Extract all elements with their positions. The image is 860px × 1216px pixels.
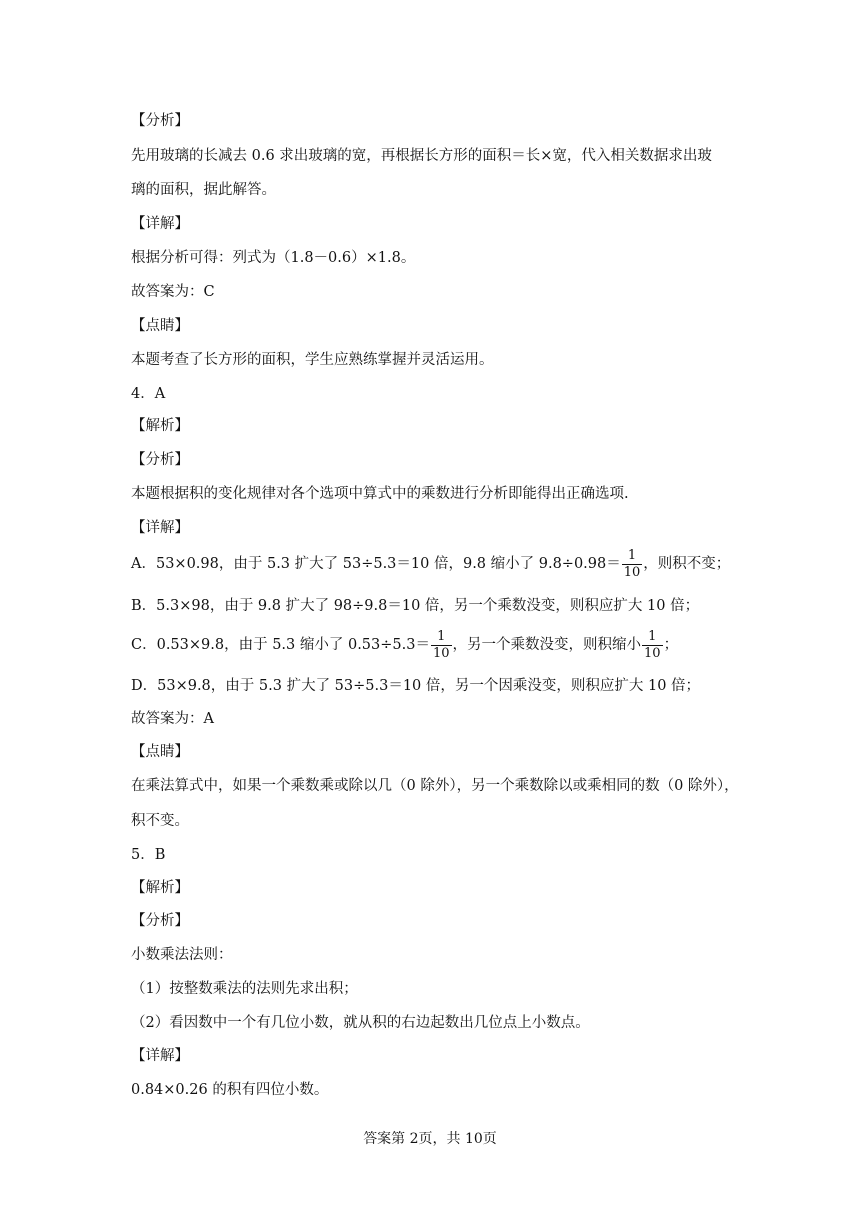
q4-detail-heading: 【详解】 — [131, 520, 189, 536]
q5-detail-text: 0.84×0.26 的积有四位小数。 — [131, 1082, 329, 1098]
q4-option-a — [131, 546, 730, 582]
q4-option-a-text: A．53×0.98，由于 5.3 扩大了 53÷5.3＝10 倍，9.8 缩小了 9.8÷0.98＝ — [131, 556, 621, 572]
q4-number: 4．A — [131, 386, 166, 402]
q4-comment-text-2: 积不变。 — [131, 813, 189, 829]
fraction-denominator: 10 — [623, 564, 641, 580]
q4-option-b: B．5.3×98，由于 9.8 扩大了 98÷9.8＝10 倍，另一个乘数没变，则积应扩大 10 倍； — [131, 598, 700, 614]
q5-analysis-text-3: （2）看因数中一个有几位小数，就从积的右边起数出几位点上小数点。 — [131, 1015, 590, 1031]
q3-analysis-text-1: 先用玻璃的长减去 0.6 求出玻璃的宽，再根据长方形的面积＝长×宽，代入相关数据求出玻 — [131, 148, 712, 164]
q5-analysis-text-2: （1）按整数乘法的法则先求出积； — [131, 981, 358, 997]
fraction-numerator: 1 — [622, 548, 643, 565]
q4-comment-heading: 【点睛】 — [131, 744, 189, 760]
q3-comment-text: 本题考查了长方形的面积，学生应熟练掌握并灵活运用。 — [131, 352, 494, 368]
q4-option-d: D．53×9.8，由于 5.3 扩大了 53÷5.3＝10 倍，另一个因乘没变，则积应扩大 10 倍； — [131, 678, 701, 694]
q3-comment-heading: 【点睛】 — [131, 318, 189, 334]
fraction-numerator: 1 — [642, 629, 663, 646]
q4-option-c — [131, 627, 678, 663]
page-footer: 答案第 2页，共 10页 — [363, 1131, 497, 1147]
q3-answer: 故答案为：C — [131, 284, 215, 300]
q3-analysis-heading: 【分析】 — [131, 113, 189, 129]
q3-detail-heading: 【详解】 — [131, 216, 189, 232]
q4-comment-text-1: 在乘法算式中，如果一个乘数乘或除以几（0 除外），另一个乘数除以或乘相同的数（0 除外）， — [131, 778, 739, 794]
q5-analysis-heading: 【分析】 — [131, 913, 189, 929]
q5-parse-heading: 【解析】 — [131, 880, 189, 896]
q3-detail-text: 根据分析可得：列式为（1.8－0.6）×1.8。 — [131, 250, 416, 266]
q4-parse-heading: 【解析】 — [131, 418, 189, 434]
q4-option-c-text: C．0.53×9.8，由于 5.3 缩小了 0.53÷5.3＝ — [131, 637, 430, 653]
q4-option-c-tail: ； — [663, 637, 679, 653]
q5-detail-heading: 【详解】 — [131, 1048, 189, 1064]
q5-number: 5．B — [131, 847, 166, 863]
q4-option-c-fraction-2 — [642, 629, 663, 662]
fraction-denominator: 10 — [644, 645, 661, 661]
q5-analysis-text-1: 小数乘法法则： — [131, 947, 233, 963]
q4-option-a-tail: ，则积不变； — [643, 556, 731, 572]
q4-option-c-fraction-1 — [431, 629, 452, 662]
q4-analysis-text: 本题根据积的变化规律对各个选项中算式中的乘数进行分析即能得出正确选项. — [131, 486, 629, 502]
fraction-denominator: 10 — [432, 645, 450, 661]
q3-analysis-text-2: 璃的面积，据此解答。 — [131, 182, 276, 198]
q4-answer: 故答案为：A — [131, 711, 214, 727]
q4-analysis-heading: 【分析】 — [131, 452, 189, 468]
q4-option-a-fraction — [622, 548, 643, 581]
q4-option-c-middle: ，另一个乘数没变，则积缩小 — [452, 637, 642, 653]
fraction-numerator: 1 — [431, 629, 452, 646]
